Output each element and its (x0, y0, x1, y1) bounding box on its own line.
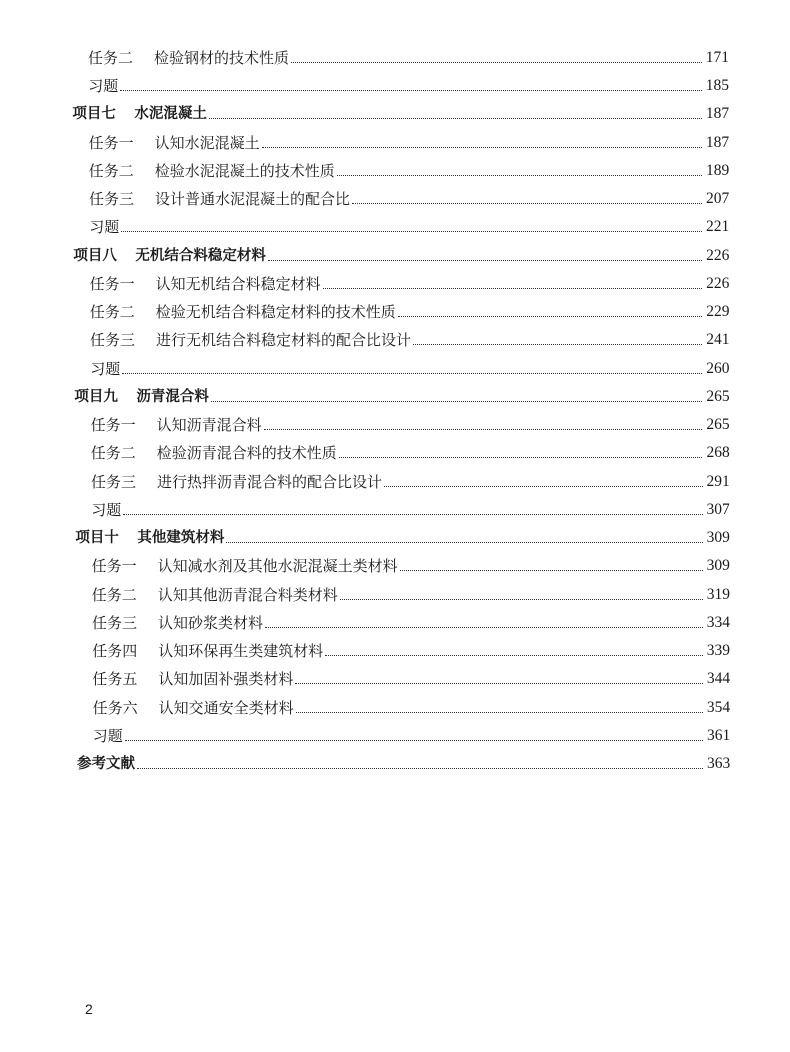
page-number: 334 (706, 613, 730, 631)
toc-entry (73, 240, 729, 266)
entry-code: 任务二 (89, 303, 135, 322)
entry-title: 习题 (92, 726, 123, 745)
entry-code: 项目九 (74, 388, 118, 405)
page-number: 319 (706, 585, 730, 603)
entry-code: 任务一 (91, 557, 137, 576)
toc-entry (90, 324, 730, 350)
entry-title: 设计普通水泥混凝土的配合比 (155, 190, 351, 209)
toc-entry (77, 748, 730, 774)
dot-leader (268, 259, 702, 261)
entry-title: 习题 (88, 77, 119, 96)
toc-entry (92, 663, 730, 689)
entry-code: 项目十 (75, 530, 119, 547)
toc-entry (74, 381, 729, 407)
page-number: 265 (706, 387, 730, 405)
entry-title: 认知减水剂及其他水泥混凝土类材料 (157, 557, 398, 576)
entry-title: 习题 (89, 218, 120, 237)
page-number: 361 (706, 726, 731, 744)
dot-leader (413, 343, 702, 345)
entry-title: 认知交通安全类材料 (158, 698, 294, 717)
toc-entry (89, 155, 729, 181)
toc-entry (88, 70, 729, 96)
dot-leader (384, 485, 702, 487)
page-number: 187 (705, 133, 730, 151)
dot-leader (211, 400, 702, 402)
entry-title: 认知沥青混合料 (156, 416, 262, 435)
toc-entry (89, 211, 729, 237)
dot-leader (125, 739, 703, 741)
entry-title: 认知其他沥青混合料类材料 (157, 585, 338, 604)
entry-title: 其他建筑材料 (137, 530, 225, 547)
toc-entry (88, 42, 729, 68)
dot-leader (226, 541, 702, 543)
page-number: 229 (706, 303, 730, 321)
page-number: 309 (706, 529, 730, 547)
page-number: 354 (706, 698, 731, 716)
entry-title: 认知无机结合料稳定材料 (155, 274, 321, 293)
page-number: 344 (706, 670, 731, 688)
dot-leader (264, 428, 703, 430)
entry-code: 任务二 (90, 444, 136, 463)
dot-leader (325, 654, 703, 656)
dot-leader (262, 146, 702, 148)
entry-code: 任务一 (90, 416, 136, 435)
page-number: 363 (707, 755, 731, 772)
toc-entry (92, 635, 730, 661)
toc-entry (91, 409, 730, 435)
page-number: 265 (706, 416, 730, 434)
toc-entry (75, 522, 729, 548)
dot-leader (209, 117, 702, 119)
dot-leader (323, 287, 703, 289)
page-number: 185 (705, 77, 730, 95)
dot-leader (337, 174, 702, 176)
entry-code: 任务三 (89, 190, 135, 209)
page-folio: 2 (85, 1001, 93, 1017)
dot-leader (137, 767, 703, 769)
entry-title: 习题 (90, 359, 121, 378)
toc-entry (93, 720, 730, 746)
entry-code: 任务二 (88, 161, 134, 180)
dot-leader (352, 202, 702, 204)
entry-code: 任务一 (88, 133, 134, 152)
page-number: 226 (706, 274, 730, 292)
page-number: 260 (706, 359, 730, 377)
toc-entry (89, 127, 730, 153)
dot-leader (398, 315, 702, 317)
entry-code: 任务六 (92, 698, 138, 717)
entry-code: 任务二 (88, 49, 134, 67)
entry-title: 进行无机结合料稳定材料的配合比设计 (156, 331, 412, 350)
dot-leader (400, 569, 703, 571)
dot-leader (296, 711, 703, 713)
entry-title: 认知砂浆类材料 (158, 613, 264, 632)
toc-entry (91, 466, 730, 492)
entry-code: 任务三 (92, 613, 138, 632)
entry-title: 沥青混合料 (136, 388, 209, 405)
dot-leader (120, 89, 702, 91)
dot-leader (122, 372, 702, 374)
toc-entry (72, 98, 729, 124)
entry-title: 检验钢材的技术性质 (154, 49, 290, 67)
dot-leader (339, 456, 703, 458)
entry-code: 任务四 (92, 642, 138, 661)
page-number: 268 (706, 444, 730, 462)
entry-code: 项目七 (72, 106, 116, 123)
page-number: 221 (706, 218, 730, 236)
page-number: 187 (705, 105, 730, 123)
dot-leader (291, 61, 702, 63)
page-number: 189 (705, 161, 730, 179)
entry-code: 任务一 (89, 274, 135, 293)
page-number: 226 (706, 246, 730, 264)
toc-entry (91, 494, 730, 520)
entry-title: 认知环保再生类建筑材料 (158, 642, 324, 661)
page-number: 309 (706, 557, 730, 575)
page-number: 241 (706, 331, 730, 349)
page-number: 171 (705, 49, 729, 66)
entry-code: 项目八 (73, 247, 117, 264)
entry-code: 任务三 (90, 331, 136, 350)
page-number: 207 (706, 190, 730, 208)
toc-entry (92, 579, 730, 605)
entry-title: 认知加固补强类材料 (158, 670, 294, 689)
toc-entry (93, 692, 731, 718)
toc-entry (92, 550, 730, 576)
toc-entry (90, 268, 730, 294)
entry-title: 进行热拌沥青混合料的配合比设计 (157, 472, 383, 491)
toc-entry (91, 437, 730, 463)
entry-title: 检验沥青混合料的技术性质 (156, 444, 337, 463)
entry-title: 水泥混凝土 (134, 106, 207, 123)
toc-entry (89, 183, 729, 209)
page-number: 291 (706, 472, 730, 490)
page-number: 339 (706, 642, 731, 660)
entry-code: 任务二 (91, 585, 137, 604)
entry-code: 任务三 (91, 472, 137, 491)
page-number: 307 (706, 500, 730, 518)
toc-entry (90, 296, 730, 322)
entry-title: 认知水泥混凝土 (154, 133, 260, 152)
dot-leader (295, 682, 702, 684)
dot-leader (121, 230, 702, 232)
dot-leader (340, 598, 703, 600)
entry-title: 习题 (91, 500, 122, 519)
entry-title: 参考文献 (77, 756, 135, 772)
entry-title: 检验水泥混凝土的技术性质 (154, 161, 335, 180)
entry-title: 无机结合料稳定材料 (135, 247, 266, 264)
entry-title: 检验无机结合料稳定材料的技术性质 (155, 303, 396, 322)
toc-entry (92, 607, 730, 633)
dot-leader (123, 513, 702, 515)
entry-code: 任务五 (92, 670, 138, 689)
toc-entry (90, 353, 729, 379)
dot-leader (265, 626, 703, 628)
